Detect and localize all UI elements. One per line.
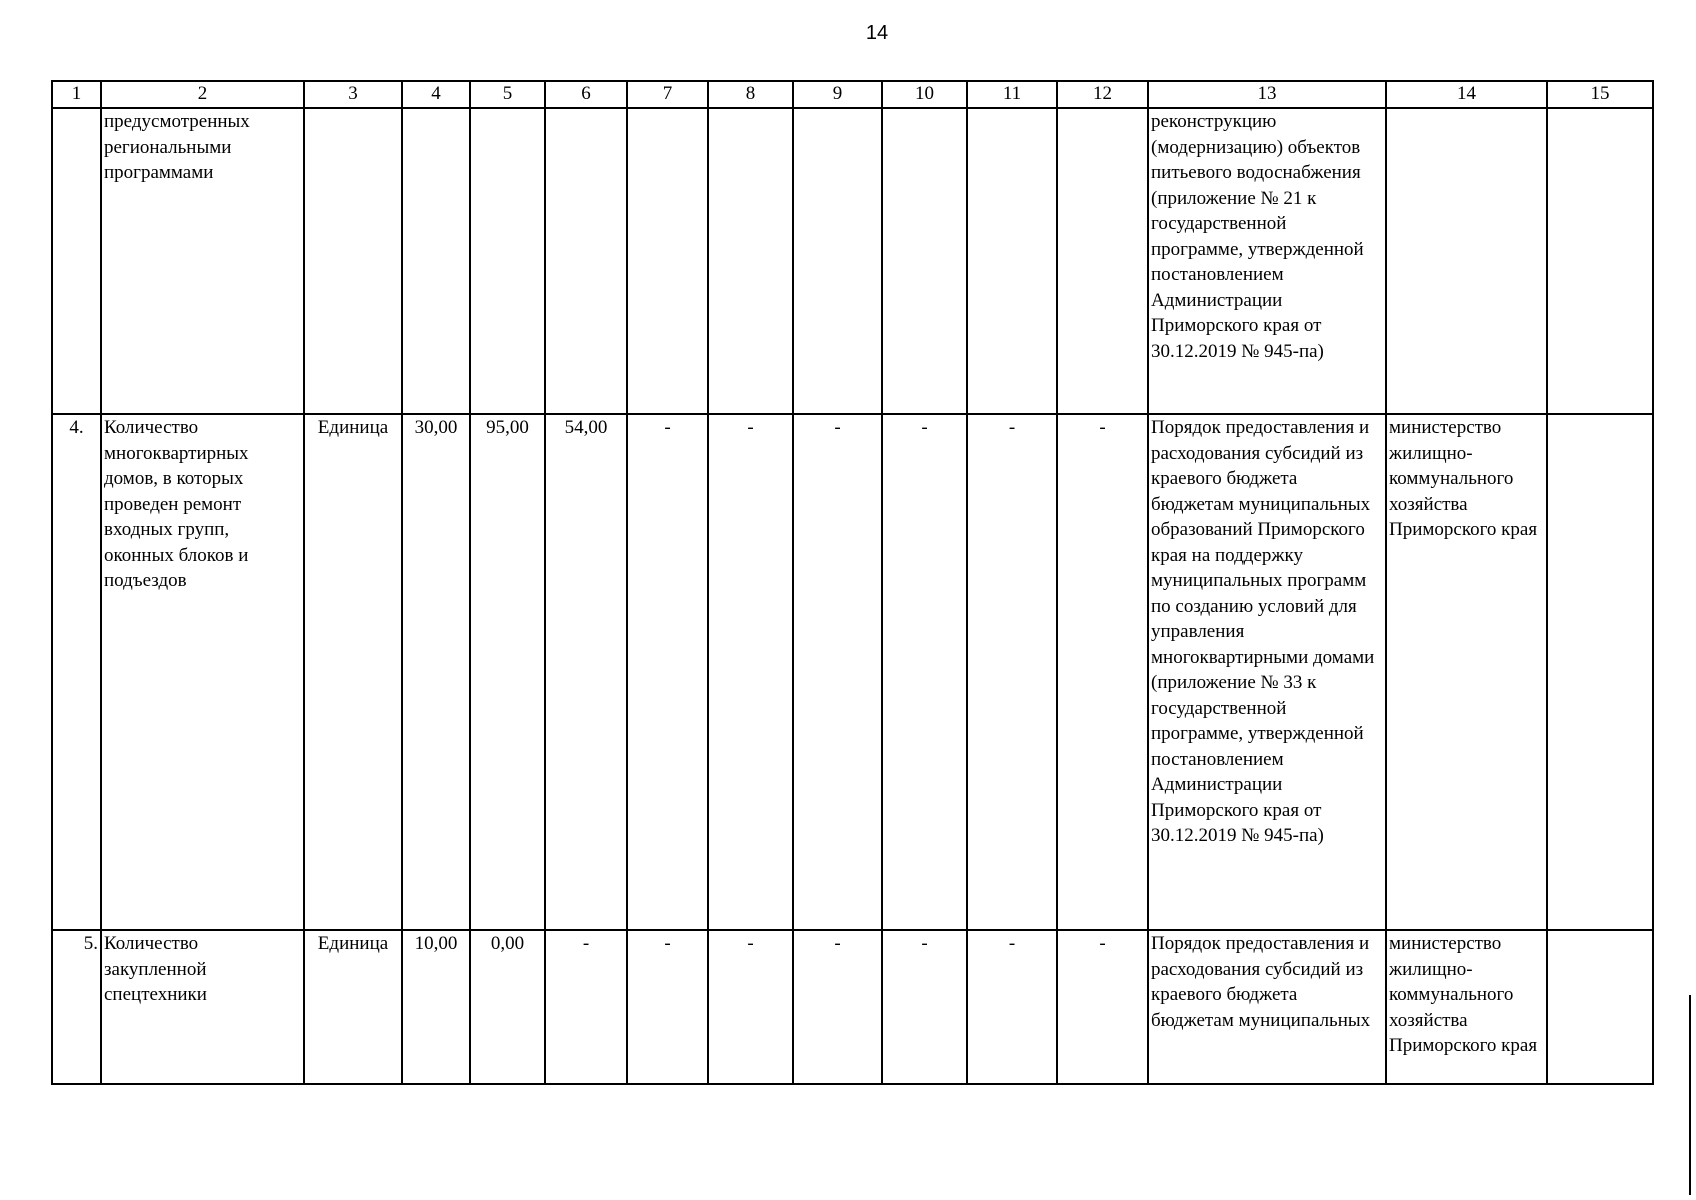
value-cell: - — [627, 930, 708, 1084]
unit-cell: Единица — [304, 414, 402, 930]
page-number: 14 — [865, 22, 889, 44]
value-cell: 95,00 — [470, 414, 545, 930]
indicator-name: предусмотренных региональными программами — [101, 108, 304, 414]
column-header: 15 — [1547, 81, 1653, 108]
value-cell — [545, 108, 627, 414]
note-cell — [1547, 930, 1653, 1084]
responsible-cell: министерство жилищно-коммунального хозяйства Приморского края — [1386, 414, 1547, 930]
column-header: 6 — [545, 81, 627, 108]
column-header: 12 — [1057, 81, 1148, 108]
unit-cell: Единица — [304, 930, 402, 1084]
note-cell — [1547, 414, 1653, 930]
value-cell — [793, 108, 882, 414]
value-cell: - — [1057, 414, 1148, 930]
value-cell: 0,00 — [470, 930, 545, 1084]
indicators-table — [51, 80, 1654, 1085]
value-cell: - — [1057, 930, 1148, 1084]
value-cell: - — [708, 930, 793, 1084]
row-number — [52, 108, 101, 414]
value-cell: - — [967, 414, 1057, 930]
value-cell: - — [793, 414, 882, 930]
value-cell: 10,00 — [402, 930, 470, 1084]
document-cell: реконструкцию (модернизацию) объектов питьевого водоснабжения (приложение № 21 к государственной программе, утвержденной постановлением Администрации Приморского края от 30.12.2019 № 945-па) — [1148, 108, 1386, 414]
column-header: 1 — [52, 81, 101, 108]
value-cell — [1057, 108, 1148, 414]
value-cell: - — [793, 930, 882, 1084]
column-header: 13 — [1148, 81, 1386, 108]
value-cell: - — [967, 930, 1057, 1084]
column-header: 5 — [470, 81, 545, 108]
column-header: 14 — [1386, 81, 1547, 108]
value-cell — [402, 108, 470, 414]
value-cell: - — [882, 414, 967, 930]
value-cell: - — [882, 930, 967, 1084]
row-number: 5. — [52, 930, 101, 1084]
value-cell — [967, 108, 1057, 414]
value-cell: - — [627, 414, 708, 930]
value-cell — [627, 108, 708, 414]
table-row — [52, 414, 1653, 930]
table-row — [52, 930, 1653, 1084]
scan-edge-line — [1689, 995, 1691, 1195]
indicator-name: Количество закупленной спецтехники — [101, 930, 304, 1084]
responsible-cell — [1386, 108, 1547, 414]
value-cell: - — [708, 414, 793, 930]
column-header: 8 — [708, 81, 793, 108]
unit-cell — [304, 108, 402, 414]
document-cell: Порядок предоставления и расходования субсидий из краевого бюджета бюджетам муниципальных образований Приморского края на поддержку муниципальных программ по созданию условий для управления многоквартирными домами (приложение № 33 к государственной программе, утвержденной постановлением Администрации Приморского края от 30.12.2019 № 945-па) — [1148, 414, 1386, 930]
document-cell: Порядок предоставления и расходования субсидий из краевого бюджета бюджетам муниципальных — [1148, 930, 1386, 1084]
table-row — [52, 108, 1653, 414]
column-header: 3 — [304, 81, 402, 108]
note-cell — [1547, 108, 1653, 414]
column-header: 9 — [793, 81, 882, 108]
column-header: 4 — [402, 81, 470, 108]
responsible-cell: министерство жилищно-коммунального хозяйства Приморского края — [1386, 930, 1547, 1084]
value-cell: - — [545, 930, 627, 1084]
value-cell — [882, 108, 967, 414]
row-number: 4. — [52, 414, 101, 930]
header-row — [52, 81, 1653, 108]
column-header: 11 — [967, 81, 1057, 108]
value-cell: 30,00 — [402, 414, 470, 930]
column-header: 7 — [627, 81, 708, 108]
column-header: 2 — [101, 81, 304, 108]
indicator-name: Количество многоквартирных домов, в которых проведен ремонт входных групп, оконных блоков и подъездов — [101, 414, 304, 930]
value-cell: 54,00 — [545, 414, 627, 930]
value-cell — [470, 108, 545, 414]
value-cell — [708, 108, 793, 414]
column-header: 10 — [882, 81, 967, 108]
